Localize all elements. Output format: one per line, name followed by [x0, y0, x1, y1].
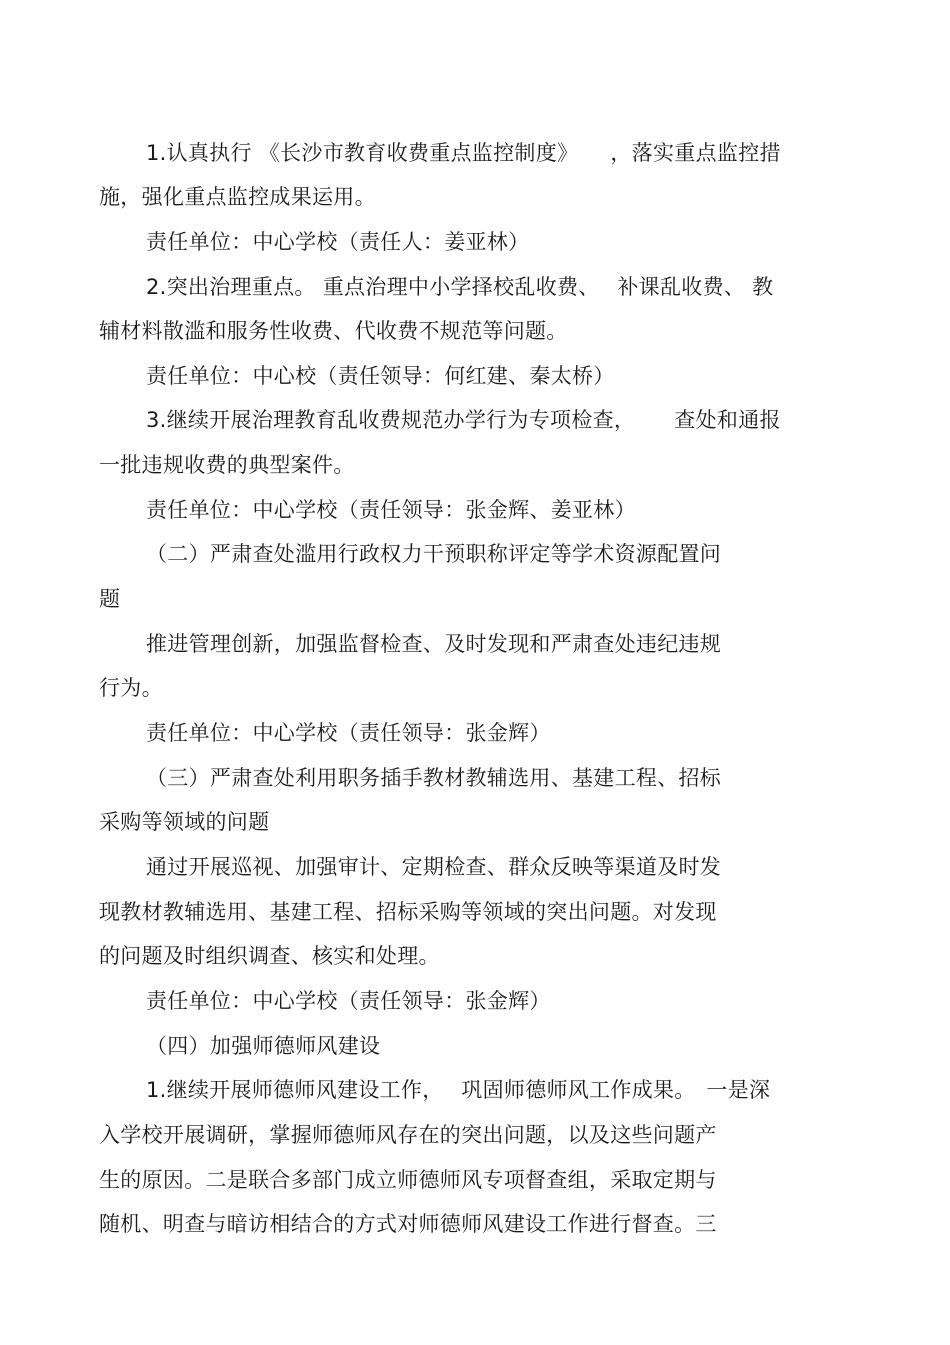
paragraph-line: 1.继续开展师德师风建设工作， 巩固师德师风工作成果。 一是深: [146, 1078, 771, 1102]
paragraph-line: 一批违规收费的典型案件。: [99, 453, 355, 477]
paragraph-line: 责任单位：中心学校（责任领导：张金辉）: [146, 721, 551, 745]
section-heading: （四）加强师德师风建设: [146, 1034, 381, 1058]
paragraph-line: 现教材教辅选用、基建工程、招标采购等领域的突出问题。对发现: [99, 900, 717, 924]
paragraph-line: 责任单位：中心学校（责任领导：张金辉、姜亚林）: [146, 498, 636, 522]
paragraph-line: 责任单位：中心学校（责任人：姜亚林）: [146, 230, 530, 254]
paragraph-line: 通过开展巡视、加强审计、定期检查、群众反映等渠道及时发: [146, 855, 722, 879]
paragraph-line: 随机、明查与暗访相结合的方式对师德师风建设工作进行督查。三: [99, 1212, 717, 1236]
paragraph-line: 2.突出治理重点。 重点治理中小学择校乱收费、 补课乱收费、 教: [146, 275, 774, 299]
section-heading: 题: [99, 587, 121, 611]
paragraph-line: 生的原因。二是联合多部门成立师德师风专项督查组，采取定期与: [99, 1168, 717, 1192]
section-heading: （三）严肃查处利用职务插手教材教辅选用、基建工程、招标: [146, 766, 722, 790]
paragraph-line: 入学校开展调研，掌握师德师风存在的突出问题，以及这些问题产: [99, 1123, 717, 1147]
paragraph-line: 的问题及时组织调查、核实和处理。: [99, 944, 440, 968]
section-heading: （二）严肃查处滥用行政权力干预职称评定等学术资源配置问: [146, 542, 722, 566]
paragraph-line: 施，强化重点监控成果运用。: [99, 185, 376, 209]
section-heading: 采购等领域的问题: [99, 810, 270, 834]
paragraph-line: 3.继续开展治理教育乱收费规范办学行为专项检查， 查处和通报: [146, 408, 781, 432]
paragraph-line: 辅材料散滥和服务性收费、代收费不规范等问题。: [99, 319, 568, 343]
paragraph-line: 责任单位：中心学校（责任领导：张金辉）: [146, 989, 551, 1013]
paragraph-line: 责任单位：中心校（责任领导：何红建、秦太桥）: [146, 364, 615, 388]
paragraph-line: 推进管理创新，加强监督检查、及时发现和严肃查处违纪违规: [146, 632, 722, 656]
paragraph-line: 行为。: [99, 676, 163, 700]
paragraph-line: 1.认真执行 《长沙市教育收费重点监控制度》 ，落实重点监控措: [146, 141, 781, 165]
